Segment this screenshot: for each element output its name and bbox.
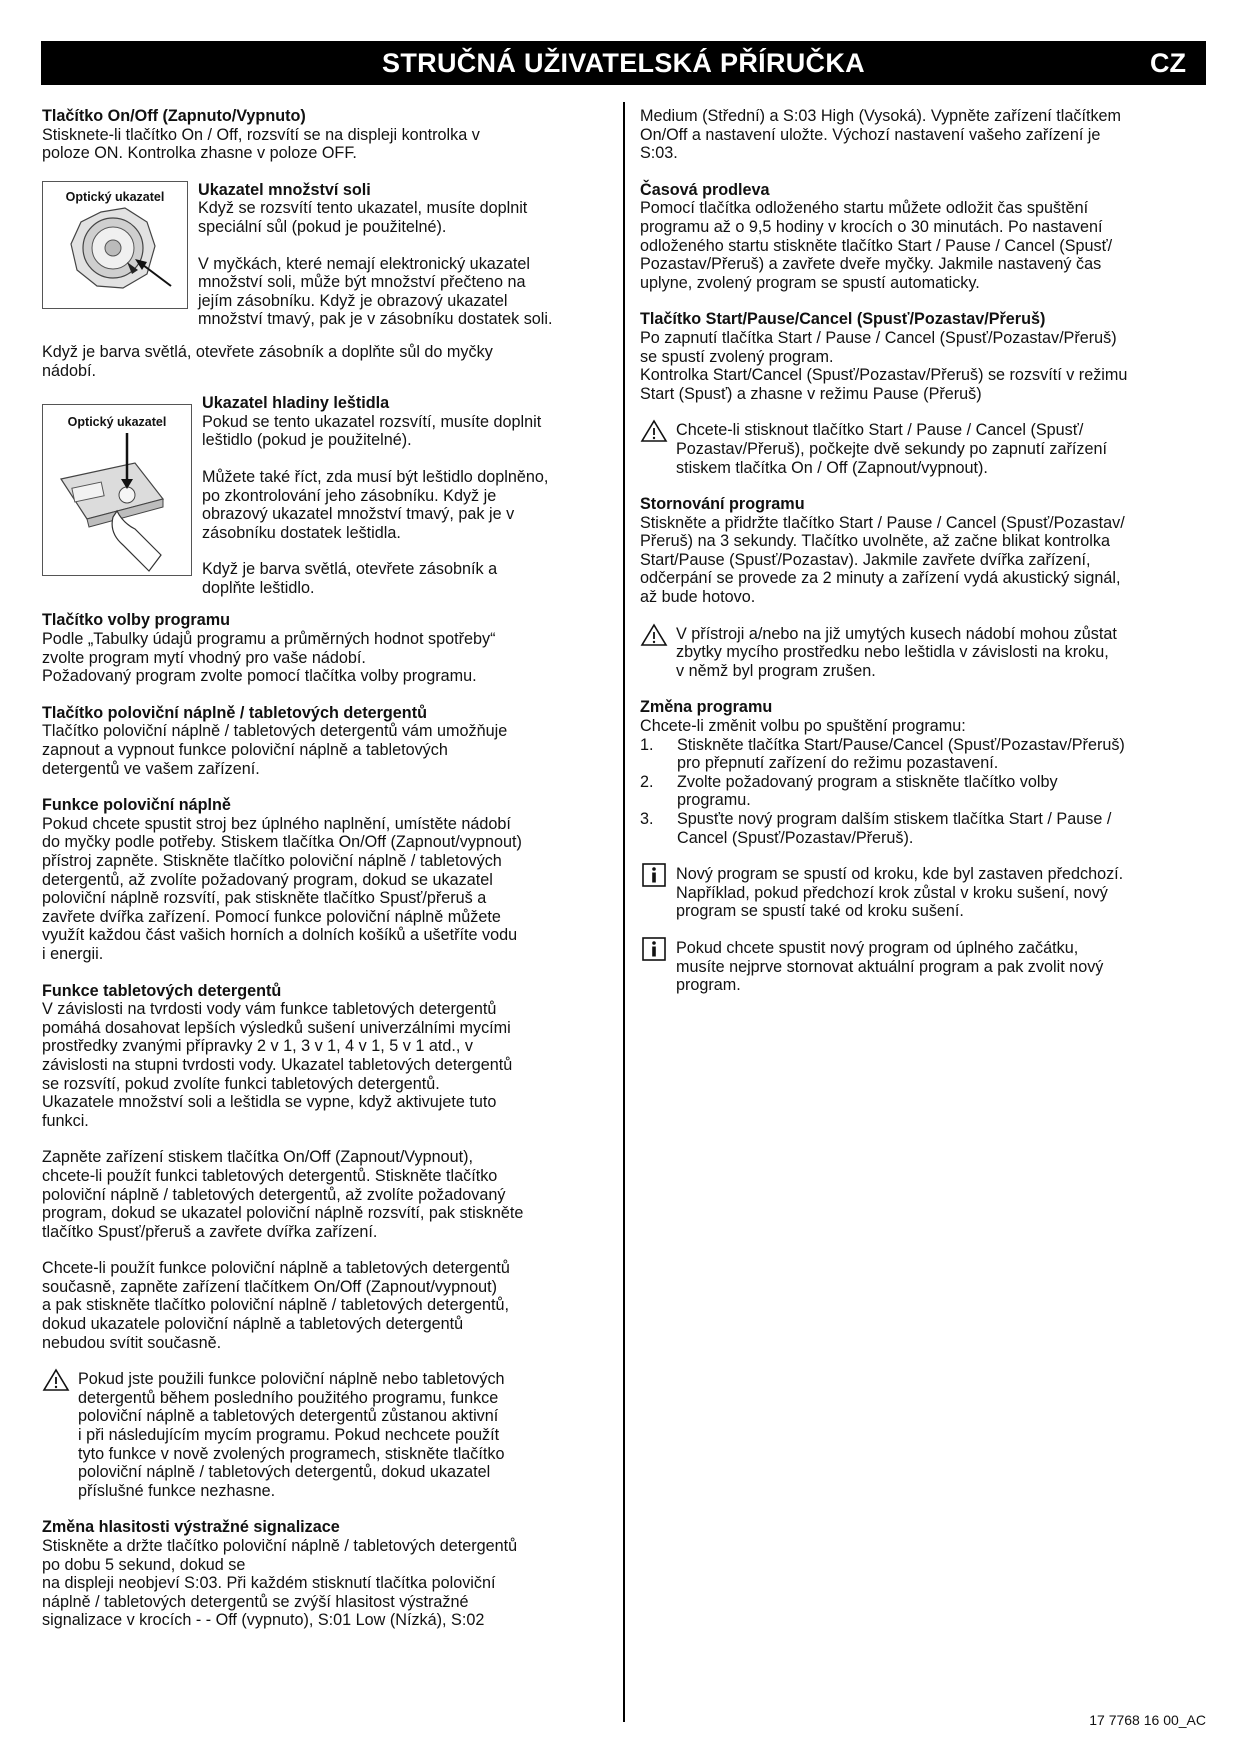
text-line: funkci. xyxy=(42,1111,89,1130)
text-line: speciální sůl (pokud je použitelné). xyxy=(198,217,447,236)
text-line: Chcete-li změnit volbu po spuštění programu: xyxy=(640,717,966,736)
text-line: Start (Spusť) a zhasne v režimu Pause (Přeruš) xyxy=(640,384,982,403)
text-line: Přeruš) na 3 sekundy. Tlačítko uvolněte, až začne blikat kontrolka xyxy=(640,532,1110,551)
section-halfload-button xyxy=(42,704,612,778)
text-line: Pozastav/Přeruš) a zavřete dveře myčky. Jakmile nastavený čas xyxy=(640,255,1102,274)
text-line: programu až o 9,5 hodiny v krocích o 30 minutách. Po nastavení xyxy=(640,217,1103,236)
text-line: detergentů ve vašem zařízení. xyxy=(42,759,260,778)
text-line: V myčkách, které nemají elektronický ukazatel xyxy=(198,254,530,273)
salt-after-text xyxy=(42,343,612,380)
text-line: příslušné funkce nezhasne. xyxy=(78,1481,276,1500)
text-line: současně, zapněte zařízení tlačítkem On/Off (Zapnout/vypnout) xyxy=(42,1277,497,1296)
text-line: odčerpání se provede za 2 minuty a zařízení vydá akustický signál, xyxy=(640,569,1121,588)
text-line: náplně / tabletových detergentů se zvýší hlasitost výstražné xyxy=(42,1592,469,1611)
text-line: doplňte leštidlo. xyxy=(202,578,315,597)
text-line: množství soli, může být množství přečteno na xyxy=(198,273,526,292)
text-line: využít každou část vašich horních a dolních košíků a ušetříte vodu xyxy=(42,926,518,945)
section-rinse xyxy=(42,394,612,597)
text-line: nebudou svítit současně. xyxy=(42,1333,222,1352)
language-code: CZ xyxy=(1150,48,1186,78)
section-delay xyxy=(640,181,1206,293)
step-number: 2. xyxy=(640,772,654,791)
text-line: zapnout a vypnout funkce poloviční náplně a tabletových xyxy=(42,741,448,760)
text-line: zásobníku dostatek leštidla. xyxy=(202,523,401,542)
section-heading: Změna hlasitosti výstražné signalizace xyxy=(42,1518,340,1537)
text-line: Když je barva světlá, otevřete zásobník a doplňte sůl do myčky xyxy=(42,342,493,361)
rinse-dispenser-illustration xyxy=(43,405,193,577)
text-line: zavřete dvířka zařízení. Pomocí funkce poloviční náplně můžete xyxy=(42,907,501,926)
text-line: i energii. xyxy=(42,944,104,963)
text-line: poloviční náplně / tabletových detergentů, až zvolíte požadovaný xyxy=(42,1185,506,1204)
section-program xyxy=(42,611,612,685)
text-line: Zvolte požadovaný program a stiskněte tlačítko volby xyxy=(677,772,1058,791)
text-line: signalizace v krocích - - Off (vypnuto), S:01 Low (Nízká), S:02 xyxy=(42,1611,485,1630)
text-line: Medium (Střední) a S:03 High (Vysoká). Vypněte zařízení tlačítkem xyxy=(640,107,1122,125)
warning-icon xyxy=(640,623,668,647)
section-heading: Funkce poloviční náplně xyxy=(42,796,231,815)
page-header xyxy=(41,41,1206,85)
text-line: Nový program se spustí od kroku, kde byl zastaven předchozí. xyxy=(676,865,1124,884)
text-line: Pokud chcete spustit stroj bez úplného naplnění, umístěte nádobí xyxy=(42,814,511,833)
text-line: Stiskněte tlačítka Start/Pause/Cancel (Spusť/Pozastav/Přeruš) xyxy=(677,735,1125,754)
info-icon xyxy=(640,937,668,961)
rinse-text xyxy=(192,394,548,597)
steps-list xyxy=(640,736,1206,848)
text-line: po zkontrolování jeho zásobníku. Když je xyxy=(202,486,497,505)
text-line: chcete-li použít funkci tabletových detergentů. Stiskněte tlačítko xyxy=(42,1166,498,1185)
text-line: pomáhá dosahovat lepších výsledků sušení univerzálními mycími xyxy=(42,1018,511,1037)
step-number: 3. xyxy=(640,810,654,828)
text-line: leštidlo (pokud je použitelné). xyxy=(202,431,412,450)
text-line: zvolte program mytí vhodný pro vaše nádobí. xyxy=(42,648,366,667)
section-heading: Ukazatel množství soli xyxy=(198,180,371,199)
text-line: Ukazatele množství soli a leštidla se vypne, když aktivujete tuto xyxy=(42,1093,497,1112)
salt-dial-illustration xyxy=(43,182,189,310)
text-line: a pak stiskněte tlačítko poloviční náplně / tabletových detergentů, xyxy=(42,1296,510,1315)
text-line: zbytky mycího prostředku nebo leštidla v závislosti na kroku, xyxy=(676,643,1109,662)
text-line: Cancel (Spusť/Pozastav/Přeruš). xyxy=(677,828,914,847)
list-item xyxy=(640,736,1206,773)
section-heading: Tlačítko Start/Pause/Cancel (Spusť/Pozastav/Přeruš) xyxy=(640,310,1046,329)
text-line: Když je barva světlá, otevřete zásobník a xyxy=(202,560,498,579)
text-line: Tlačítko poloviční náplně / tabletových detergentů vám umožňuje xyxy=(42,722,508,741)
text-line: programu. xyxy=(677,791,751,810)
section-heading: Tlačítko On/Off (Zapnuto/Vypnuto) xyxy=(42,107,306,125)
text-line: Start/Pause (Spusť/Pozastav). Jakmile zavřete dvířka zařízení, xyxy=(640,550,1091,569)
text-line: program, dokud se ukazatel poloviční náplně rozsvítí, pak stiskněte xyxy=(42,1204,524,1223)
warning-note xyxy=(640,625,1206,681)
figure-caption: Optický ukazatel xyxy=(65,189,165,204)
warning-note xyxy=(42,1370,612,1500)
section-heading: Změna programu xyxy=(640,698,773,717)
text-line: až bude hotovo. xyxy=(640,588,756,607)
text-line: Zapněte zařízení stiskem tlačítka On/Off (Zapnout/Vypnout), xyxy=(42,1148,473,1167)
text-line: se spustí zvolený program. xyxy=(640,347,834,366)
list-item xyxy=(640,810,1206,847)
text-line: S:03. xyxy=(640,144,678,163)
section-change xyxy=(640,698,1206,847)
info-note xyxy=(640,939,1206,995)
section-salt xyxy=(42,181,612,329)
text-line: přístroj zapněte. Stiskněte tlačítko poloviční náplně / tabletových xyxy=(42,852,502,870)
text-line: tlačítko Spusť/přeruš a zavřete dvířka zařízení. xyxy=(42,1222,378,1241)
text-line: On/Off a nastavení uložte. Výchozí nastavení vašeho zařízení je xyxy=(640,125,1101,144)
text-line: Pokud jste použili funkce poloviční náplně nebo tabletových xyxy=(78,1370,505,1389)
text-line: Když se rozsvítí tento ukazatel, musíte doplnit xyxy=(198,199,528,218)
right-column xyxy=(640,107,1206,1013)
text-line: do myčky podle potřeby. Stiskem tlačítka On/Off (Zapnout/vypnout) xyxy=(42,833,522,852)
text-line: musíte nejprve stornovat aktuální program a pak zvolit nový xyxy=(676,957,1104,976)
info-note xyxy=(640,865,1206,921)
text-line: detergentů během posledního použitého programu, funkce xyxy=(78,1388,499,1407)
section-heading: Ukazatel hladiny leštidla xyxy=(202,394,390,413)
info-icon xyxy=(640,863,668,887)
section-heading: Funkce tabletových detergentů xyxy=(42,981,282,1000)
text-line: program. xyxy=(676,976,741,995)
text-line: jejím zásobníku. Když je obrazový ukazatel xyxy=(198,291,508,310)
text-line: Pomocí tlačítka odloženého startu můžete odložit čas spuštění xyxy=(640,199,1089,218)
left-column xyxy=(42,107,612,1648)
text-line: na displeji neobjeví S:03. Při každém stisknutí tlačítka poloviční xyxy=(42,1574,496,1593)
text-line: pro přepnutí zařízení do režimu pozastavení. xyxy=(677,754,999,773)
text-line: detergentů, až zvolíte požadovaný program, dokud se ukazatel xyxy=(42,870,493,889)
figure-caption: Optický ukazatel xyxy=(67,415,167,430)
text-line: Chcete-li stisknout tlačítko Start / Pause / Cancel (Spusť/ xyxy=(676,421,1084,440)
text-line: poloviční náplně a tabletových detergentů zůstanou aktivní xyxy=(78,1407,499,1426)
text-line: Kontrolka Start/Cancel (Spusť/Pozastav/Přeruš) se rozsvítí v režimu xyxy=(640,366,1128,385)
text-line: stiskem tlačítka On / Off (Zapnout/vypnout). xyxy=(676,458,988,477)
text-line: Spusťte nový program dalším stiskem tlačítka Start / Pause / xyxy=(677,810,1112,828)
text-line: tyto funkce v nově zvolených programech, stiskněte tlačítko xyxy=(78,1444,505,1463)
text-line: Pokud chcete spustit nový program od úplného začátku, xyxy=(676,938,1079,957)
text-line: Podle „Tabulky údajů programu a průměrných hodnot spotřeby“ xyxy=(42,630,496,649)
step-number: 1. xyxy=(640,735,654,754)
document-code: 17 7768 16 00_AC xyxy=(1089,1712,1206,1728)
section-halfload xyxy=(42,796,612,963)
section-volume xyxy=(42,1518,612,1630)
text-line: odloženého startu stiskněte tlačítko Start / Pause / Cancel (Spusť/ xyxy=(640,236,1113,255)
text-line: Požadovaný program zvolte pomocí tlačítka volby programu. xyxy=(42,667,477,686)
text-line: uplyne, zvolený program se spustí automaticky. xyxy=(640,273,980,292)
text-line: Stisknete-li tlačítko On / Off, rozsvítí se na displeji kontrolka v xyxy=(42,125,480,144)
page-title: STRUČNÁ UŽIVATELSKÁ PŘÍRUČKA xyxy=(382,48,865,78)
section-heading: Tlačítko volby programu xyxy=(42,611,230,630)
text-line: Například, pokud předchozí krok zůstal v kroku sušení, nový xyxy=(676,883,1108,902)
text-line: závislosti na stupni tvrdosti vody. Ukazatel tabletových detergentů xyxy=(42,1055,513,1074)
text-line: poloviční náplně / tabletových detergentů, dokud ukazatel xyxy=(78,1463,491,1482)
text-line: Stiskněte a držte tlačítko poloviční náplně / tabletových detergentů xyxy=(42,1537,518,1555)
text-line: se rozsvítí, pokud zvolíte funkci tabletových detergentů. xyxy=(42,1074,440,1093)
text-line: Pokud se tento ukazatel rozsvítí, musíte doplnit xyxy=(202,412,542,431)
rinse-indicator-figure xyxy=(42,404,192,576)
list-item xyxy=(640,773,1206,810)
text-line: poloze ON. Kontrolka zhasne v poloze OFF. xyxy=(42,144,357,163)
text-line: v němž byl program zrušen. xyxy=(676,661,876,680)
section-tablet xyxy=(42,982,612,1353)
warning-note xyxy=(640,421,1206,477)
section-heading: Časová prodleva xyxy=(640,180,770,199)
section-heading: Stornování programu xyxy=(640,495,805,514)
text-line: po dobu 5 sekund, dokud se xyxy=(42,1555,246,1574)
section-start xyxy=(640,310,1206,403)
text-line: Chcete-li použít funkce poloviční náplně a tabletových detergentů xyxy=(42,1259,510,1278)
text-line: Můžete také říct, zda musí být leštidlo doplněno, xyxy=(202,467,549,486)
text-line: prostředky zvanými přípravky 2 v 1, 3 v 1, 4 v 1, 5 v 1 atd., v xyxy=(42,1037,473,1056)
text-line: množství tmavý, pak je v zásobníku dostatek soli. xyxy=(198,310,553,329)
text-line: program se spustí také od kroku sušení. xyxy=(676,902,964,921)
salt-indicator-figure xyxy=(42,181,188,309)
text-line: V přístroji a/nebo na již umytých kusech nádobí mohou zůstat xyxy=(676,624,1117,643)
section-onoff xyxy=(42,107,612,163)
text-line: Stiskněte a přidržte tlačítko Start / Pause / Cancel (Spusť/Pozastav/ xyxy=(640,513,1125,532)
warning-icon xyxy=(42,1368,70,1392)
section-cancel xyxy=(640,495,1206,607)
text-line: Pozastav/Přeruš), počkejte dvě sekundy po zapnutí zařízení xyxy=(676,439,1108,458)
text-line: i při následujícím mycím programu. Pokud nechcete použít xyxy=(78,1426,500,1445)
column-divider xyxy=(623,102,625,1722)
section-heading: Tlačítko poloviční náplně / tabletových detergentů xyxy=(42,703,427,722)
text-line: nádobí. xyxy=(42,361,97,380)
volume-continued xyxy=(640,107,1206,163)
text-line: obrazový ukazatel množství tmavý, pak je v xyxy=(202,505,515,524)
text-line: V závislosti na tvrdosti vody vám funkce tabletových detergentů xyxy=(42,1000,497,1019)
text-line: dokud ukazatele poloviční náplně a tabletových detergentů xyxy=(42,1315,464,1334)
warning-icon xyxy=(640,419,668,443)
salt-text xyxy=(188,181,552,329)
text-line: poloviční náplně rozsvítí, pak stiskněte tlačítko Spusť/přeruš a xyxy=(42,889,487,908)
text-line: Po zapnutí tlačítka Start / Pause / Cancel (Spusť/Pozastav/Přeruš) xyxy=(640,328,1117,347)
